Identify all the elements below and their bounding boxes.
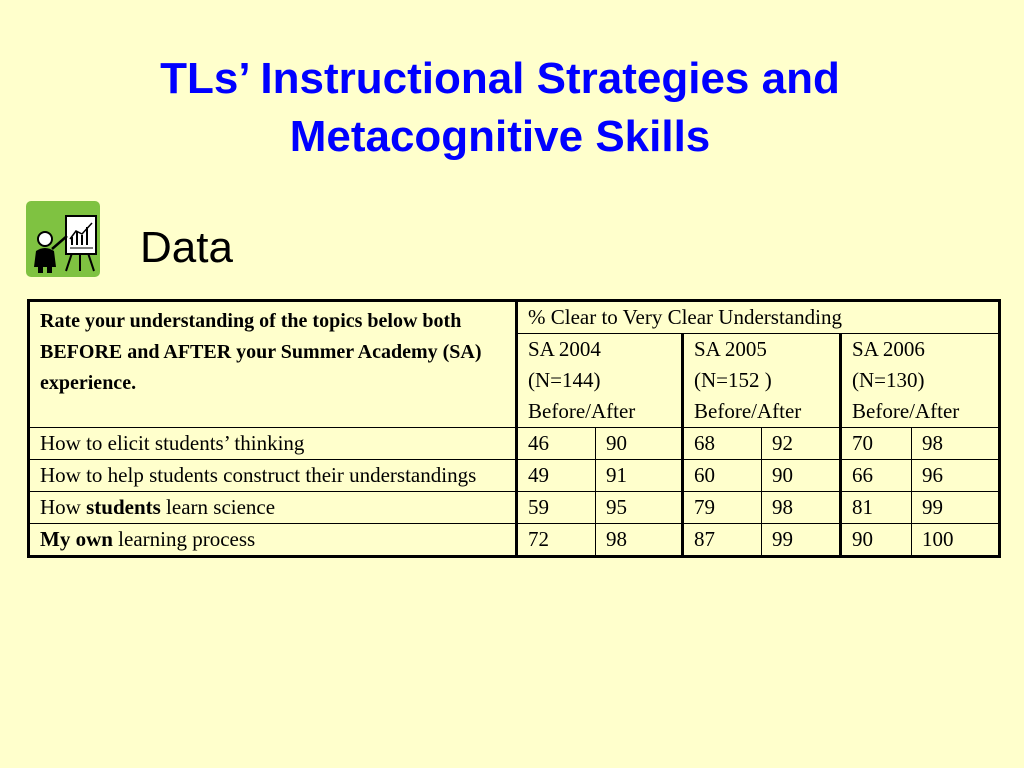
slide-subtitle: Data <box>140 223 233 272</box>
topic-text-tail: learning process <box>112 527 256 551</box>
table-header-row <box>29 301 1000 334</box>
value-cell: 79 <box>683 492 762 524</box>
value-cell: 91 <box>596 460 683 492</box>
value-cell: 81 <box>841 492 912 524</box>
value-cell: 72 <box>517 524 596 557</box>
title-line-2: Metacognitive Skills <box>289 112 711 161</box>
value-cell: 95 <box>596 492 683 524</box>
value-cell: 99 <box>762 524 841 557</box>
table-row <box>29 492 1000 524</box>
value-cell: 59 <box>517 492 596 524</box>
year-header-2005 <box>683 334 841 428</box>
topic-emphasis: students <box>86 495 161 519</box>
year-label: Before/After <box>852 399 960 423</box>
year-name: SA 2005 <box>694 337 767 361</box>
year-name: SA 2004 <box>528 337 601 361</box>
year-n: (N=144) <box>528 368 601 392</box>
value-cell: 70 <box>841 428 912 460</box>
value-cell: 90 <box>841 524 912 557</box>
slide-title <box>60 50 940 166</box>
value-cell: 87 <box>683 524 762 557</box>
topic-cell <box>29 492 517 524</box>
topic-cell <box>29 524 517 557</box>
group-header-cell: % Clear to Very Clear Understanding <box>517 301 1000 334</box>
year-header-2006 <box>841 334 1000 428</box>
value-cell: 46 <box>517 428 596 460</box>
value-cell: 98 <box>762 492 841 524</box>
year-n: (N=130) <box>852 368 925 392</box>
year-label: Before/After <box>694 399 802 423</box>
value-cell: 66 <box>841 460 912 492</box>
value-cell: 98 <box>596 524 683 557</box>
value-cell: 60 <box>683 460 762 492</box>
question-cell: Rate your understanding of the topics below both BEFORE and AFTER your Summer Academy (SA) experience. <box>29 301 517 428</box>
topic-cell <box>29 460 517 492</box>
year-header-2004 <box>517 334 683 428</box>
table-row <box>29 428 1000 460</box>
value-cell: 98 <box>912 428 1000 460</box>
year-label: Before/After <box>528 399 636 423</box>
value-cell: 68 <box>683 428 762 460</box>
value-cell: 99 <box>912 492 1000 524</box>
value-cell: 96 <box>912 460 1000 492</box>
value-cell: 90 <box>762 460 841 492</box>
value-cell: 90 <box>596 428 683 460</box>
topic-text-tail: learn science <box>160 495 276 519</box>
data-table <box>27 299 1001 558</box>
year-name: SA 2006 <box>852 337 925 361</box>
year-n: (N=152 ) <box>694 368 772 392</box>
topic-emphasis: My own <box>40 527 113 551</box>
topic-text: How to elicit students’ thinking <box>40 431 305 455</box>
topic-cell <box>29 428 517 460</box>
value-cell: 49 <box>517 460 596 492</box>
presenter-chart-icon <box>26 201 100 277</box>
topic-text: How to help students construct their understandings <box>40 463 477 487</box>
value-cell: 100 <box>912 524 1000 557</box>
title-line-1: TLs’ Instructional Strategies and <box>160 54 840 103</box>
topic-text: How <box>40 495 87 519</box>
table-row <box>29 524 1000 557</box>
table-row <box>29 460 1000 492</box>
value-cell: 92 <box>762 428 841 460</box>
